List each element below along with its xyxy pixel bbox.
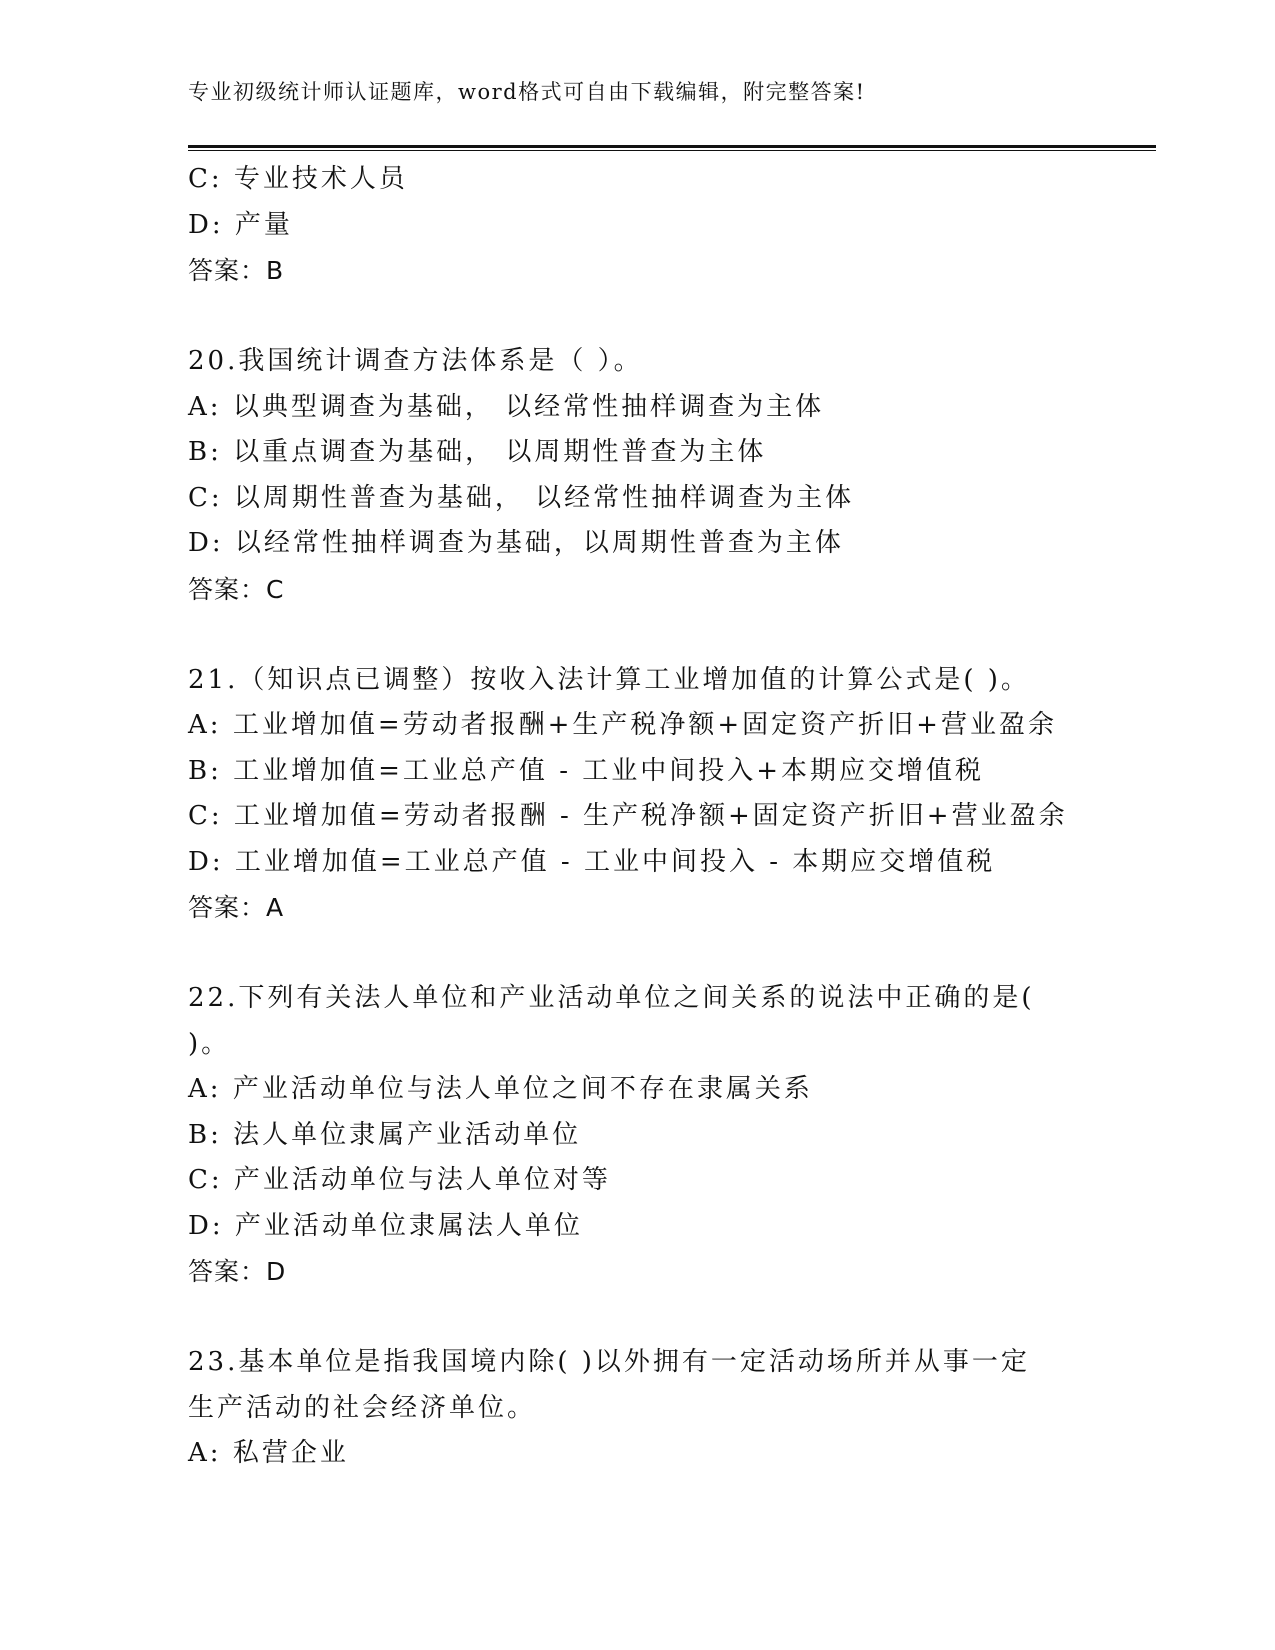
option-a: A: 以典型调查为基础， 以经常性抽样调查为主体 — [188, 391, 825, 422]
question-stem: 20.我国统计调查方法体系是（ ）。 — [188, 346, 643, 376]
option-a: A: 私营企业 — [188, 1438, 349, 1468]
option-b: B: 以重点调查为基础， 以周期性普查为主体 — [188, 437, 767, 467]
question-stem-line-1: 23.基本单位是指我国境内除( )以外拥有一定活动场所并从事一定 — [188, 1347, 1030, 1377]
option-b: B: 工业增加值=工业总产值 - 工业中间投入+本期应交增值税 — [188, 755, 985, 786]
question-stem: 21.（知识点已调整）按收入法计算工业增加值的计算公式是( )。 — [188, 664, 1030, 695]
answer: 答案：A — [188, 893, 285, 922]
option-c: C: 专业技术人员 — [188, 164, 408, 194]
question-19-continuation — [188, 157, 1088, 294]
question-stem-line-2: )。 — [188, 1028, 231, 1059]
option-d: D: 产业活动单位隶属法人单位 — [188, 1210, 583, 1241]
option-a: A: 产业活动单位与法人单位之间不存在隶属关系 — [188, 1074, 813, 1104]
option-b: B: 法人单位隶属产业活动单位 — [188, 1119, 582, 1150]
option-c: C: 工业增加值=劳动者报酬 - 生产税净额+固定资产折旧+营业盈余 — [188, 801, 1068, 831]
option-c: C: 产业活动单位与法人单位对等 — [188, 1165, 611, 1195]
question-22 — [188, 976, 1088, 1295]
answer: 答案：D — [188, 1257, 287, 1286]
option-d: D: 工业增加值=工业总产值 - 工业中间投入 - 本期应交增值税 — [188, 846, 996, 877]
question-23 — [188, 1340, 1088, 1477]
question-stem-line-1: 22.下列有关法人单位和产业活动单位之间关系的说法中正确的是( — [188, 983, 1035, 1013]
option-c: C: 以周期性普查为基础， 以经常性抽样调查为主体 — [188, 482, 855, 513]
option-d: D: 以经常性抽样调查为基础，以周期性普查为主体 — [188, 528, 844, 558]
option-a: A: 工业增加值=劳动者报酬+生产税净额+固定资产折旧+营业盈余 — [188, 710, 1057, 740]
question-list — [188, 157, 1088, 1477]
question-20 — [188, 339, 1088, 612]
page-header: 专业初级统计师认证题库，word格式可自由下载编辑，附完整答案! — [188, 80, 866, 104]
question-stem-line-2: 生产活动的社会经济单位。 — [188, 1392, 537, 1423]
option-d: D: 产量 — [188, 209, 293, 240]
header-divider — [188, 145, 1156, 151]
answer: 答案：B — [188, 256, 285, 285]
answer: 答案：C — [188, 574, 285, 604]
question-21 — [188, 658, 1088, 931]
